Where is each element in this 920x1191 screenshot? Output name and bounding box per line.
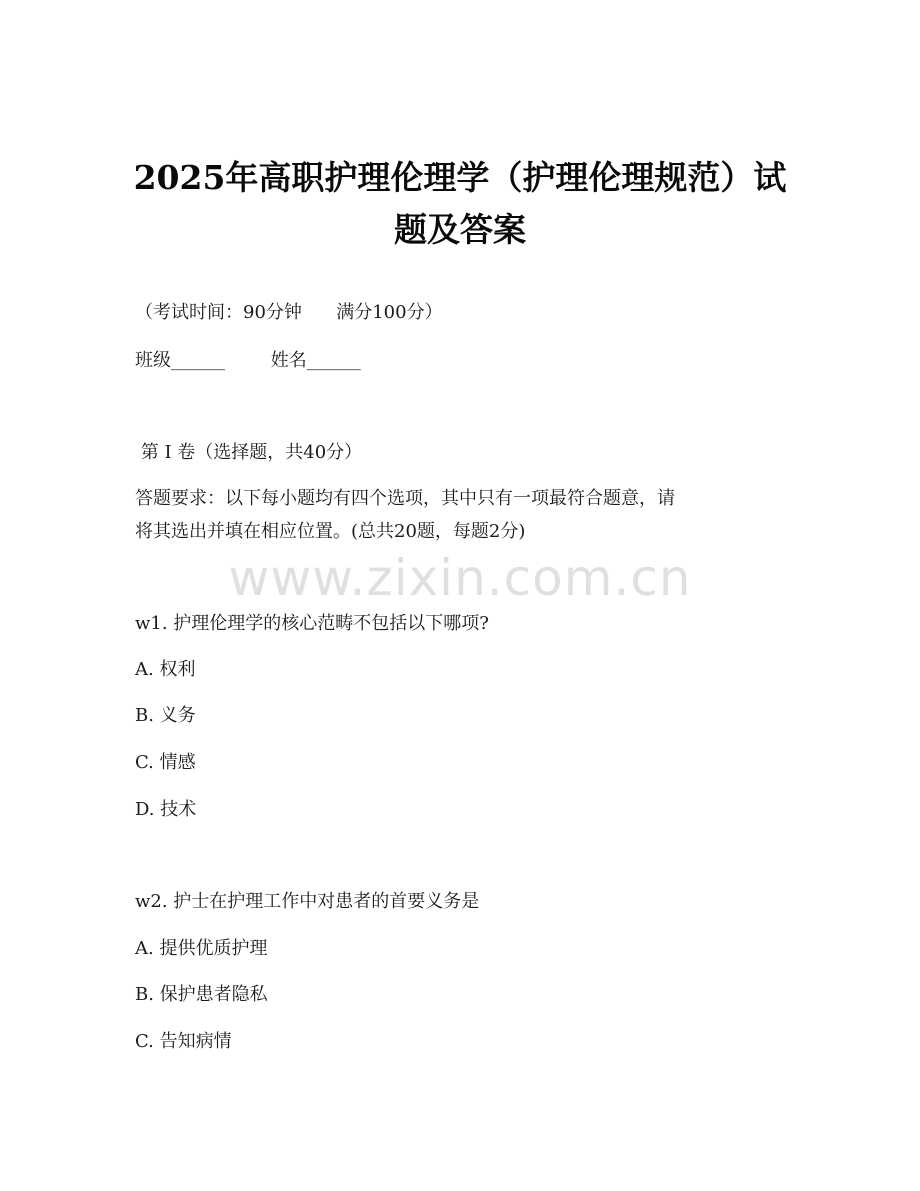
exam-info: （考试时间：90分钟 满分100分） [135,302,443,323]
section-header: 第 I 卷（选择题，共40分） [135,442,363,463]
option-b: B. 义务 [135,705,196,726]
option-b: B. 保护患者隐私 [135,984,268,1005]
instructions-line-2: 将其选出并填在相应位置。(总共20题，每题2分) [135,521,526,542]
document-title-line-1: 2025年高职护理伦理学（护理伦理规范）试 [133,158,787,197]
question-stem: w1. 护理伦理学的核心范畴不包括以下哪项? [135,613,489,634]
class-name-fields: 班级______ 姓名______ [135,350,361,371]
option-a: A. 提供优质护理 [135,938,268,959]
option-d: D. 技术 [135,799,197,820]
option-c: C. 告知病情 [135,1031,232,1052]
instructions-line-1: 答题要求：以下每小题均有四个选项，其中只有一项最符合题意，请 [135,488,675,509]
option-c: C. 情感 [135,752,196,773]
document-title-line-2: 题及答案 [394,210,526,249]
question-stem: w2. 护士在护理工作中对患者的首要义务是 [135,891,480,912]
option-a: A. 权利 [135,659,196,680]
watermark: www.zixin.com.cn [228,549,692,607]
